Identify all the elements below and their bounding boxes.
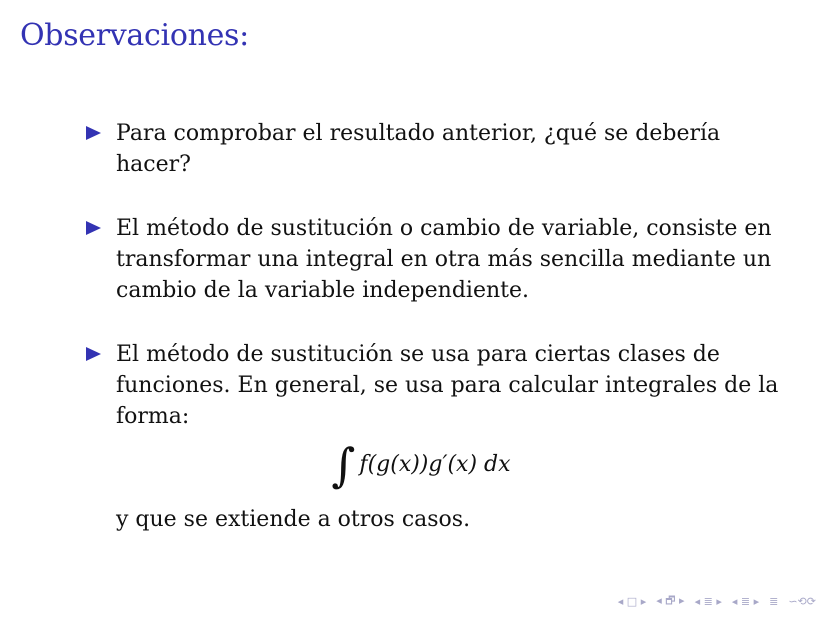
nav-align-icon[interactable]: ≣ — [769, 595, 779, 608]
triangle-bullet-icon — [86, 347, 101, 361]
nav-frame-icon[interactable]: ◂ □ ▸ — [617, 595, 647, 608]
triangle-bullet-icon — [86, 221, 101, 235]
formula-expression: f(g(x))g′(x) dx — [359, 452, 511, 477]
list-item — [86, 118, 786, 180]
slide-title: Observaciones: — [20, 18, 249, 53]
item-tail-text: y que se extiende a otros casos. — [116, 507, 471, 532]
nav-subsection-icon[interactable]: ◂ 🗗 ▸ — [656, 594, 685, 607]
list-item — [86, 213, 786, 306]
bullet-list — [86, 118, 786, 535]
nav-subsection-alt-icon[interactable]: ◂ ≣ ▸ — [731, 595, 760, 608]
beamer-navigation — [618, 592, 816, 611]
item-text: El método de sustitución o cambio de variable, consiste en transformar una integral en otra más sencilla mediante un cambio de la variable independiente. — [116, 216, 772, 303]
integral-symbol: ∫ — [331, 438, 356, 492]
list-item — [86, 339, 786, 535]
item-text: Para comprobar el resultado anterior, ¿qué se debería hacer? — [116, 121, 721, 177]
triangle-bullet-icon — [86, 126, 101, 140]
integral-formula — [116, 440, 786, 490]
item-text: El método de sustitución se usa para ciertas clases de funciones. En general, se usa para calcular integrales de la forma: — [116, 342, 779, 429]
nav-section-icon[interactable]: ◂ ≣ ▸ — [694, 595, 722, 608]
nav-search-icon[interactable]: ∽⟲⟳ — [788, 595, 816, 608]
